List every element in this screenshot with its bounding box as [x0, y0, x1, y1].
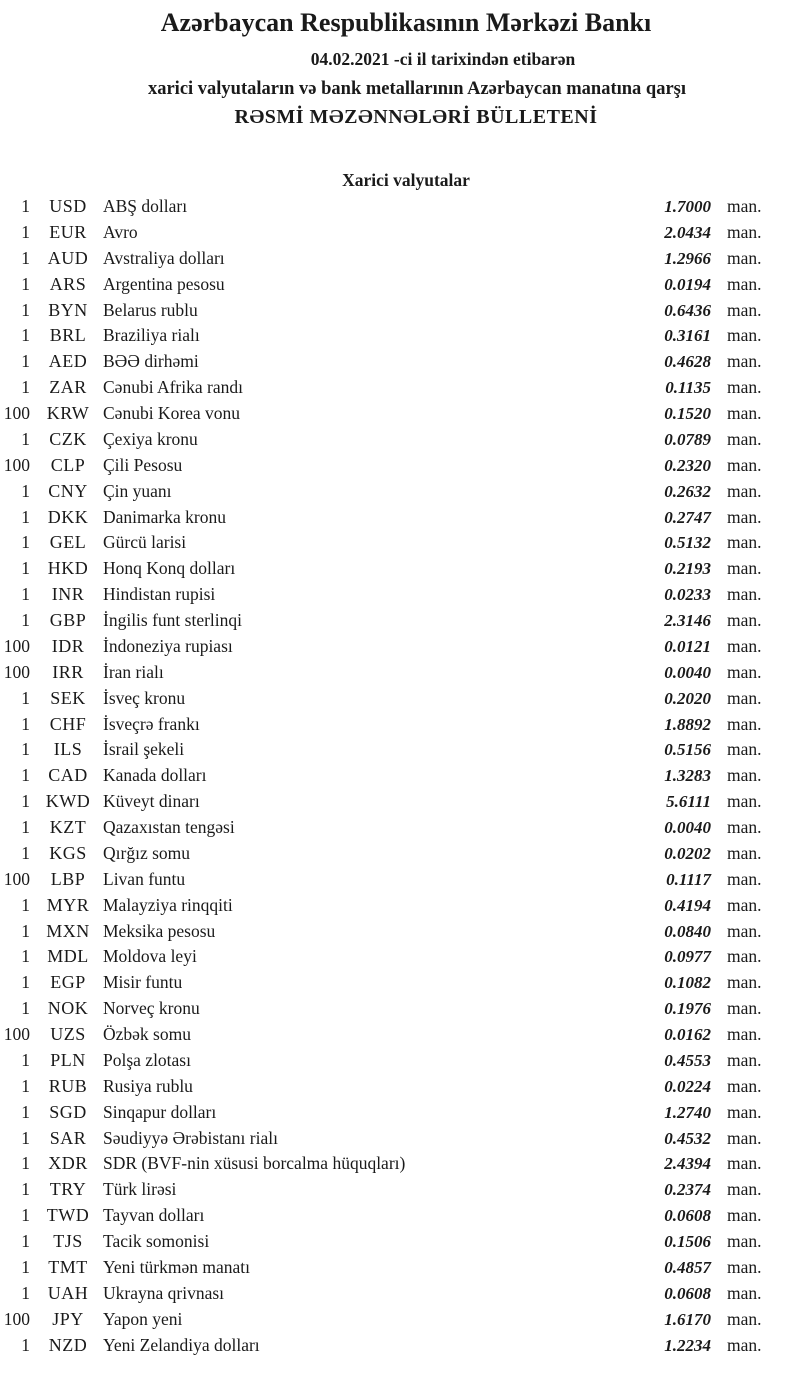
nominal-amount: 1: [21, 1127, 30, 1148]
currency-code: TJS: [53, 1231, 83, 1251]
currency-code: GEL: [49, 532, 87, 553]
unit-label: man.: [727, 972, 762, 993]
rate-value: 2.0434: [664, 222, 711, 242]
currency-name: Livan funtu: [103, 868, 186, 889]
nominal-amount: 1: [21, 713, 30, 734]
currency-code: USD: [49, 196, 87, 216]
unit-label: man.: [727, 506, 762, 527]
unit-label: man.: [727, 1282, 762, 1303]
currency-code: DKK: [47, 506, 89, 527]
rate-value: 0.1082: [664, 973, 711, 993]
currency-name: Kanada dolları: [103, 765, 207, 786]
nominal-amount: 1: [21, 946, 30, 967]
nominal-amount: 1: [21, 1256, 30, 1277]
rate-row: [0, 1177, 800, 1203]
rate-value: 0.4628: [664, 352, 711, 372]
nominal-amount: 1: [21, 765, 30, 786]
rate-value: 0.2193: [664, 559, 711, 579]
unit-label: man.: [727, 1179, 762, 1200]
currency-code: KZT: [49, 817, 87, 837]
currency-name: Gürcü larisi: [103, 532, 187, 553]
unit-label: man.: [727, 1049, 762, 1070]
currency-code: IRR: [52, 661, 84, 682]
currency-name: Danimarka kronu: [103, 506, 226, 527]
rate-row: [0, 737, 800, 763]
currency-code: MDL: [47, 946, 89, 967]
rate-row: [0, 970, 800, 996]
currency-name: Yapon yeni: [103, 1308, 183, 1329]
rate-value: 2.3146: [664, 611, 711, 630]
rate-row: [0, 453, 800, 479]
rate-row: [0, 634, 800, 660]
currency-name: Türk lirəsi: [103, 1179, 177, 1200]
rate-value: 0.2632: [664, 481, 711, 501]
unit-label: man.: [727, 273, 762, 294]
rate-value: 0.1506: [664, 1232, 711, 1251]
nominal-amount: 1: [21, 842, 30, 863]
nominal-amount: 1: [21, 894, 30, 915]
rate-row: [0, 763, 800, 789]
rate-value: 1.2234: [664, 1335, 711, 1355]
nominal-amount: 1: [21, 325, 30, 346]
unit-label: man.: [727, 1231, 762, 1251]
currency-code: BYN: [48, 299, 88, 320]
currency-code: EUR: [49, 221, 87, 242]
rate-row: [0, 1100, 800, 1126]
unit-label: man.: [727, 1256, 762, 1277]
currency-code: CNY: [48, 480, 88, 501]
currency-code: CAD: [48, 765, 88, 786]
nominal-amount: 1: [21, 428, 30, 449]
rate-value: 1.2966: [664, 248, 711, 268]
unit-label: man.: [727, 661, 762, 682]
currency-name: İsrail şekeli: [103, 739, 185, 760]
rate-value: 0.2747: [664, 507, 711, 527]
currency-name: BƏƏ dirhəmi: [103, 351, 199, 372]
nominal-amount: 1: [21, 998, 30, 1019]
currency-name: Tacik somonisi: [103, 1231, 210, 1251]
currency-name: Avro: [103, 221, 138, 242]
rate-value: 0.1520: [664, 404, 711, 423]
nominal-amount: 100: [3, 1024, 30, 1044]
currency-code: HKD: [47, 558, 89, 579]
nominal-amount: 1: [21, 351, 30, 372]
rate-row: [0, 505, 800, 531]
nominal-amount: 1: [21, 1205, 30, 1226]
unit-label: man.: [727, 247, 762, 268]
currency-name: Tayvan dolları: [103, 1205, 205, 1226]
rate-value: 0.0608: [664, 1206, 711, 1226]
rate-row: [0, 686, 800, 712]
unit-label: man.: [727, 377, 762, 398]
currency-code: TWD: [46, 1205, 90, 1226]
nominal-amount: 1: [21, 739, 30, 760]
currency-code: ILS: [53, 739, 83, 760]
rate-value: 0.0977: [664, 947, 711, 967]
rate-row: [0, 1229, 800, 1255]
currency-code: AUD: [47, 247, 89, 268]
rate-row: [0, 1048, 800, 1074]
rate-value: 0.1135: [665, 378, 711, 398]
rate-row: [0, 712, 800, 738]
effective-date-line: 04.02.2021 -ci il tarixindən etibarən: [310, 49, 576, 69]
rate-value: 1.8892: [664, 714, 711, 734]
unit-label: man.: [727, 765, 762, 786]
unit-label: man.: [727, 713, 762, 734]
currency-code: CLP: [50, 454, 86, 475]
rate-row: [0, 479, 800, 505]
unit-label: man.: [727, 299, 762, 320]
nominal-amount: 100: [3, 868, 30, 889]
rate-row: [0, 1307, 800, 1333]
rate-row: [0, 1203, 800, 1229]
currency-code: INR: [51, 584, 85, 605]
bulletin-title: RƏSMİ MƏZƏNNƏLƏRİ BÜLLETENİ: [234, 106, 598, 128]
currency-code: NOK: [47, 998, 89, 1019]
unit-label: man.: [727, 1153, 762, 1174]
currency-name: Meksika pesosu: [103, 920, 216, 941]
currency-code: SAR: [49, 1127, 87, 1148]
currency-name: Sinqapur dolları: [103, 1101, 217, 1122]
currency-name: İsveç kronu: [103, 687, 186, 708]
unit-label: man.: [727, 920, 762, 941]
unit-label: man.: [727, 584, 762, 605]
rate-value: 0.5156: [664, 740, 711, 760]
currency-code: KWD: [45, 791, 91, 812]
rates-table: [0, 194, 800, 1358]
currency-code: LBP: [50, 868, 86, 889]
rate-value: 0.2320: [664, 455, 711, 475]
rate-value: 0.4553: [664, 1050, 711, 1070]
unit-label: man.: [727, 403, 762, 423]
nominal-amount: 1: [21, 584, 30, 605]
rate-value: 1.7000: [664, 197, 711, 216]
unit-label: man.: [727, 894, 762, 915]
rate-row: [0, 1333, 800, 1359]
rate-value: 0.6436: [664, 300, 711, 320]
rate-value: 0.0608: [664, 1283, 711, 1303]
currency-name: İndoneziya rupiası: [103, 635, 233, 656]
rate-value: 0.0162: [664, 1025, 711, 1044]
currency-code: EGP: [50, 972, 86, 993]
rate-row: [0, 323, 800, 349]
currency-name: Cənubi Korea vonu: [103, 403, 241, 423]
rate-row: [0, 789, 800, 815]
rate-value: 2.4394: [664, 1154, 711, 1174]
nominal-amount: 100: [3, 1308, 30, 1329]
section-title: Xarici valyutalar: [342, 170, 470, 190]
unit-label: man.: [727, 480, 762, 501]
rate-value: 1.6170: [664, 1309, 711, 1329]
nominal-amount: 1: [21, 920, 30, 941]
rate-row: [0, 375, 800, 401]
unit-label: man.: [727, 1101, 762, 1122]
rate-row: [0, 608, 800, 634]
rate-row: [0, 298, 800, 324]
currency-name: Rusiya rublu: [103, 1075, 193, 1096]
nominal-amount: 1: [21, 480, 30, 501]
nominal-amount: 1: [21, 506, 30, 527]
nominal-amount: 1: [21, 532, 30, 553]
currency-code: TMT: [48, 1256, 88, 1277]
rate-row: [0, 194, 800, 220]
page-title: Azərbaycan Respublikasının Mərkəzi Bankı: [160, 8, 652, 37]
currency-name: Argentina pesosu: [103, 273, 225, 294]
rate-row: [0, 582, 800, 608]
nominal-amount: 1: [21, 1153, 30, 1174]
unit-label: man.: [727, 1075, 762, 1096]
currency-code: UAH: [47, 1282, 89, 1303]
nominal-amount: 1: [21, 1049, 30, 1070]
rate-value: 0.1117: [666, 869, 711, 889]
currency-name: SDR (BVF-nin xüsusi borcalma hüquqları): [103, 1153, 406, 1174]
nominal-amount: 1: [21, 1179, 30, 1200]
currency-code: BRL: [49, 325, 87, 346]
rate-row: [0, 996, 800, 1022]
unit-label: man.: [727, 868, 762, 889]
currency-name: Küveyt dinarı: [103, 791, 200, 812]
currency-name: İran rialı: [103, 661, 164, 682]
currency-name: Yeni Zelandiya dolları: [103, 1334, 260, 1355]
rate-value: 0.0040: [664, 662, 711, 682]
unit-label: man.: [727, 946, 762, 967]
nominal-amount: 1: [21, 687, 30, 708]
unit-label: man.: [727, 558, 762, 579]
rate-row: [0, 349, 800, 375]
unit-label: man.: [727, 325, 762, 346]
rate-row: [0, 893, 800, 919]
rate-row: [0, 944, 800, 970]
currency-name: Hindistan rupisi: [103, 584, 216, 605]
rate-row: [0, 427, 800, 453]
unit-label: man.: [727, 610, 762, 630]
unit-label: man.: [727, 221, 762, 242]
currency-code: MXN: [46, 920, 90, 941]
nominal-amount: 1: [21, 791, 30, 812]
unit-label: man.: [727, 635, 762, 656]
currency-code: KGS: [49, 842, 87, 863]
rate-value: 0.0202: [664, 843, 711, 863]
nominal-amount: 1: [21, 610, 30, 630]
rate-value: 1.2740: [664, 1102, 711, 1122]
nominal-amount: 1: [21, 1231, 30, 1251]
currency-name: Ukrayna qrivnası: [103, 1282, 225, 1303]
rate-value: 0.0840: [664, 921, 711, 941]
currency-name: Braziliya rialı: [103, 325, 200, 346]
unit-label: man.: [727, 1024, 762, 1044]
nominal-amount: 1: [21, 1101, 30, 1122]
currency-name: Özbək somu: [103, 1024, 191, 1044]
currency-code: CHF: [49, 713, 87, 734]
unit-label: man.: [727, 998, 762, 1019]
nominal-amount: 1: [21, 377, 30, 398]
rate-value: 0.4857: [664, 1257, 711, 1277]
rate-value: 0.0194: [664, 274, 711, 294]
currency-code: ARS: [49, 273, 87, 294]
rate-row: [0, 401, 800, 427]
rate-row: [0, 841, 800, 867]
currency-name: Avstraliya dolları: [103, 247, 225, 268]
nominal-amount: 1: [21, 1334, 30, 1355]
currency-name: Çili Pesosu: [103, 454, 183, 475]
nominal-amount: 100: [3, 454, 30, 475]
nominal-amount: 100: [3, 403, 30, 423]
unit-label: man.: [727, 1308, 762, 1329]
unit-label: man.: [727, 532, 762, 553]
currency-code: RUB: [48, 1075, 88, 1096]
unit-label: man.: [727, 1205, 762, 1226]
currency-name: İsveçrə frankı: [103, 713, 200, 734]
nominal-amount: 1: [21, 558, 30, 579]
rate-row: [0, 1074, 800, 1100]
rate-value: 0.2020: [664, 688, 711, 708]
currency-name: Misir funtu: [103, 972, 183, 993]
currency-name: Belarus rublu: [103, 299, 198, 320]
rate-row: [0, 1255, 800, 1281]
nominal-amount: 1: [21, 273, 30, 294]
rate-row: [0, 919, 800, 945]
rate-value: 0.0224: [664, 1076, 711, 1096]
currency-code: MYR: [46, 894, 90, 915]
currency-name: Çexiya kronu: [103, 428, 198, 449]
rate-value: 0.0121: [664, 636, 711, 656]
nominal-amount: 1: [21, 1075, 30, 1096]
rate-value: 0.5132: [664, 533, 711, 553]
currency-name: Səudiyyə Ərəbistanı rialı: [103, 1127, 278, 1148]
rate-row: [0, 1126, 800, 1152]
nominal-amount: 1: [21, 1282, 30, 1303]
unit-label: man.: [727, 196, 762, 216]
rate-row: [0, 1151, 800, 1177]
rate-row: [0, 1281, 800, 1307]
currency-code: NZD: [48, 1334, 88, 1355]
nominal-amount: 1: [21, 817, 30, 837]
rate-value: 0.0789: [664, 429, 711, 449]
unit-label: man.: [727, 842, 762, 863]
currency-code: JPY: [52, 1308, 84, 1329]
unit-label: man.: [727, 1334, 762, 1355]
nominal-amount: 1: [21, 247, 30, 268]
unit-label: man.: [727, 791, 762, 812]
rate-row: [0, 556, 800, 582]
rate-row: [0, 220, 800, 246]
currency-name: ABŞ dolları: [103, 196, 188, 216]
currency-code: XDR: [48, 1153, 88, 1174]
nominal-amount: 1: [21, 972, 30, 993]
currency-code: ZAR: [49, 377, 87, 398]
currency-name: Cənubi Afrika randı: [103, 377, 243, 398]
rate-value: 0.2374: [664, 1180, 711, 1200]
nominal-amount: 100: [3, 661, 30, 682]
rate-value: 5.6111: [666, 792, 711, 812]
rate-row: [0, 1022, 800, 1048]
currency-code: PLN: [50, 1049, 86, 1070]
rate-value: 1.3283: [664, 766, 711, 786]
rate-value: 0.1976: [664, 999, 711, 1019]
currency-code: AED: [48, 351, 88, 372]
currency-code: CZK: [49, 428, 87, 449]
nominal-amount: 1: [21, 299, 30, 320]
rate-row: [0, 815, 800, 841]
nominal-amount: 1: [21, 196, 30, 216]
nominal-amount: 1: [21, 221, 30, 242]
rate-value: 0.0040: [664, 818, 711, 837]
rate-row: [0, 530, 800, 556]
currency-name: İngilis funt sterlinqi: [103, 610, 243, 630]
currency-code: UZS: [50, 1024, 86, 1044]
currency-code: IDR: [51, 635, 85, 656]
currency-name: Moldova leyi: [103, 946, 197, 967]
rate-value: 0.0233: [664, 585, 711, 605]
currency-name: Çin yuanı: [103, 480, 172, 501]
rate-value: 0.3161: [664, 326, 711, 346]
currency-name: Norveç kronu: [103, 998, 200, 1019]
currency-name: Malayziya rinqqiti: [103, 894, 233, 915]
rate-row: [0, 660, 800, 686]
currency-name: Polşa zlotası: [103, 1049, 191, 1070]
currency-code: SEK: [50, 687, 86, 708]
currency-code: SGD: [49, 1101, 87, 1122]
nominal-amount: 100: [3, 635, 30, 656]
currency-name: Qazaxıstan tengəsi: [103, 817, 235, 837]
currency-code: KRW: [46, 403, 90, 423]
currency-name: Qırğız somu: [103, 842, 191, 863]
subject-line: xarici valyutaların və bank metallarının Azərbaycan manatına qarşı: [147, 79, 687, 99]
unit-label: man.: [727, 1127, 762, 1148]
rate-value: 0.4194: [664, 895, 711, 915]
rate-row: [0, 246, 800, 272]
currency-code: TRY: [49, 1179, 87, 1200]
rate-row: [0, 867, 800, 893]
unit-label: man.: [727, 687, 762, 708]
unit-label: man.: [727, 454, 762, 475]
unit-label: man.: [727, 428, 762, 449]
rate-row: [0, 272, 800, 298]
currency-name: Honq Konq dolları: [103, 558, 236, 579]
rate-value: 0.4532: [664, 1128, 711, 1148]
unit-label: man.: [727, 817, 762, 837]
unit-label: man.: [727, 351, 762, 372]
currency-name: Yeni türkmən manatı: [103, 1256, 250, 1277]
currency-code: GBP: [49, 610, 87, 630]
unit-label: man.: [727, 739, 762, 760]
